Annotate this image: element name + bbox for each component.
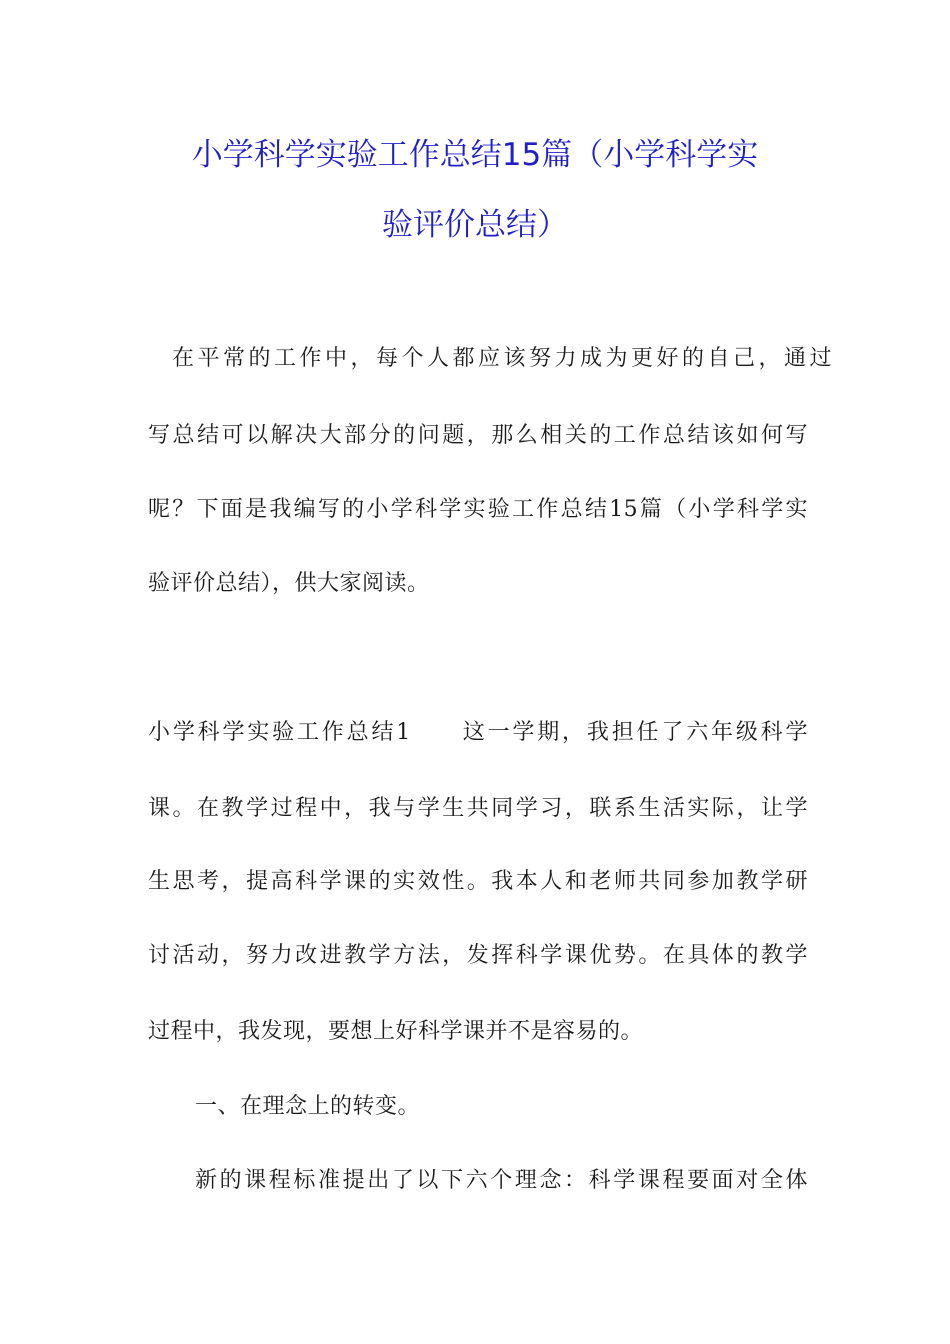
intro-line-2: 写总结可以解决大部分的问题，那么相关的工作总结该如何写	[148, 423, 808, 448]
section1-line-5: 过程中，我发现，要想上好科学课并不是容易的。	[148, 1019, 644, 1044]
intro-line-1: 在平常的工作中，每个人都应该努力成为更好的自己，通过	[172, 346, 832, 371]
intro-line-3: 呢？下面是我编写的小学科学实验工作总结15篇（小学科学实	[148, 497, 808, 522]
section1-line-4: 讨活动，努力改进教学方法，发挥科学课优势。在具体的教学	[148, 943, 808, 968]
intro-line-4: 验评价总结），供大家阅读。	[148, 571, 430, 596]
section1-line-2: 课。在教学过程中，我与学生共同学习，联系生活实际，让学	[148, 796, 808, 821]
section1-line-3: 生思考，提高科学课的实效性。我本人和老师共同参加教学研	[148, 869, 808, 894]
para2-line-1: 新的课程标准提出了以下六个理念：科学课程要面对全体	[195, 1168, 808, 1193]
section1-line-1: 小学科学实验工作总结1 这一学期，我担任了六年级科学	[148, 720, 808, 745]
document-title-line-1: 小学科学实验工作总结15篇（小学科学实	[191, 137, 759, 173]
heading-1: 一、在理念上的转变。	[195, 1094, 421, 1119]
document-title-line-2: 验评价总结）	[382, 207, 568, 243]
